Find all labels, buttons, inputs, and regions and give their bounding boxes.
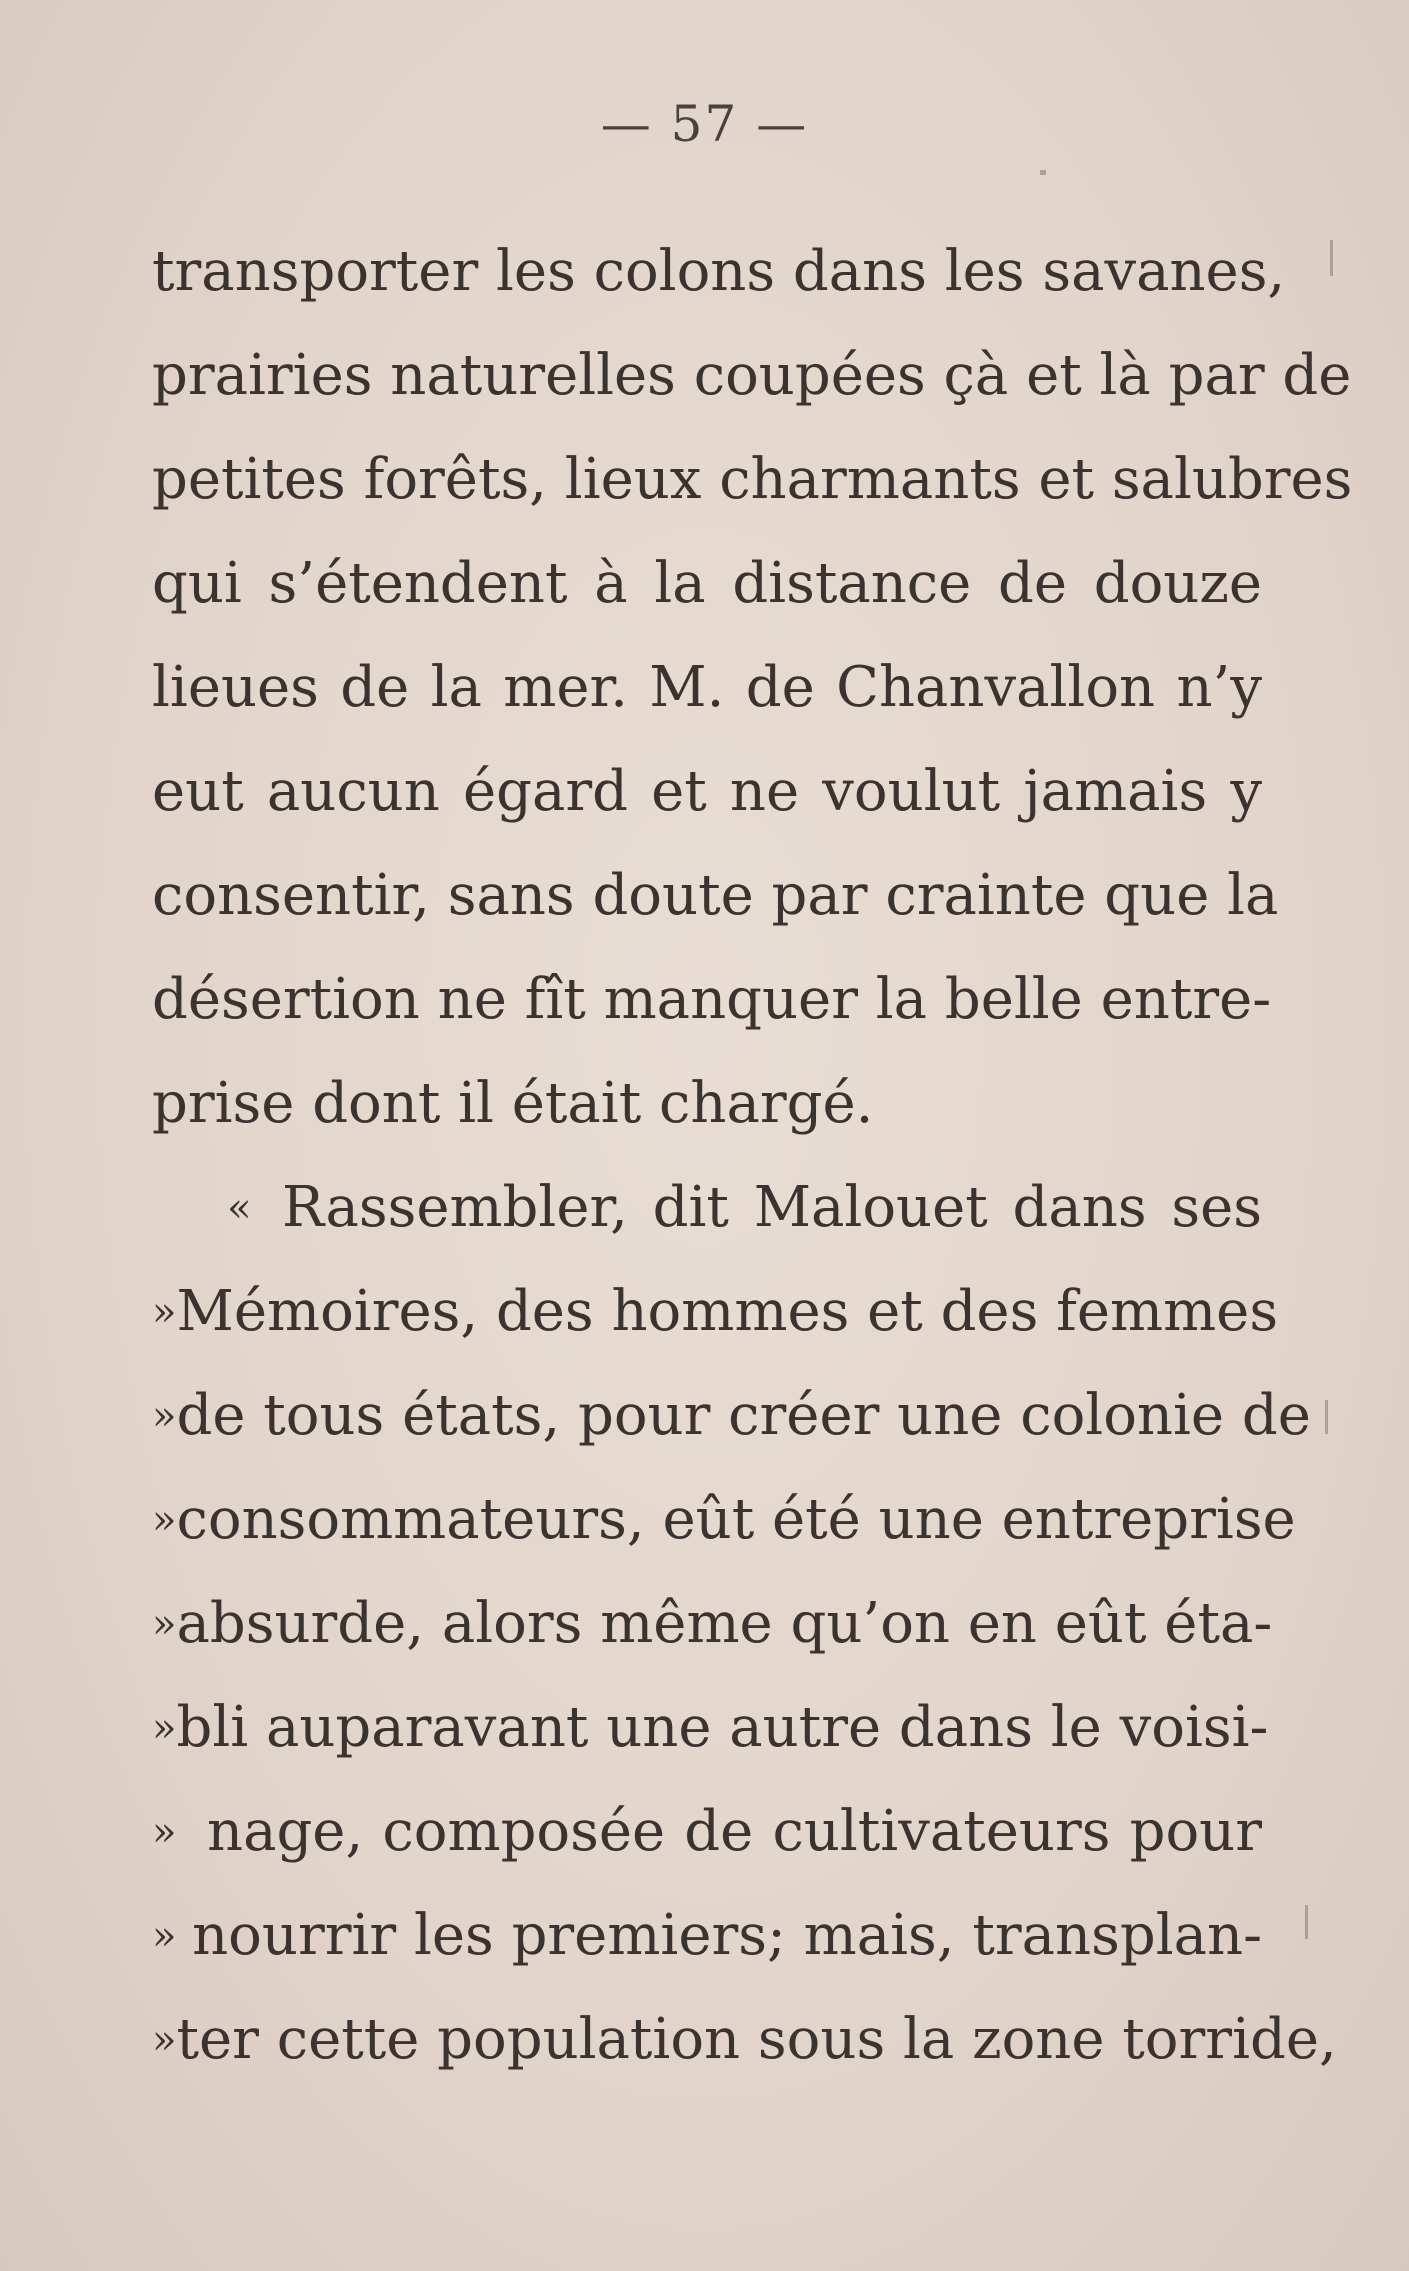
quote-text: ter cette population sous la zone torride, [176,2007,1337,2072]
margin-mark [1330,240,1333,276]
text-line: lieues de la mer. M. de Chanvallon n’y [152,655,1262,720]
quote-text: consommateurs, eût été une entreprise [176,1487,1296,1552]
text-line: petites forêts, lieux charmants et salubres [152,447,1353,512]
quote-mark: » [152,1809,177,1855]
quote-mark: » [152,2017,177,2063]
margin-mark [1305,1905,1308,1939]
quote-line [152,1884,1262,1988]
margin-mark [1040,170,1046,175]
quote-mark: » [152,1393,177,1439]
quote-line [152,1676,1269,1780]
quote-mark: » [152,1705,177,1751]
quote-text: de tous états, pour créer une colonie de [176,1383,1311,1448]
quote-mark: » [152,1601,177,1647]
quote-line [152,1780,1262,1884]
quote-text: nage, composée de cultivateurs pour [207,1799,1262,1864]
quote-line [152,1988,1337,2092]
text-line: prairies naturelles coupées çà et là par de [152,343,1352,408]
quote-text: Mémoires, des hommes et des femmes [176,1279,1279,1344]
text-line: qui s’étendent à la distance de douze [152,551,1262,616]
quote-line [152,1572,1273,1676]
text-line: transporter les colons dans les savanes, [152,239,1286,304]
quote-text: nourrir les premiers; mais, transplan- [192,1903,1262,1968]
text-line: eut aucun égard et ne voulut jamais y [152,759,1262,824]
quote-mark: « [227,1185,252,1231]
text-line: consentir, sans doute par crainte que la [152,863,1279,928]
quote-text: bli auparavant une autre dans le voisi- [176,1695,1269,1760]
quote-mark: » [152,1913,177,1959]
quote-mark: » [152,1289,177,1335]
text-line: désertion ne fît manquer la belle entre- [152,967,1272,1032]
quote-text: Rassembler, dit Malouet dans ses [282,1175,1262,1240]
page-number: — 57 — [600,95,809,153]
quote-text: absurde, alors même qu’on en eût éta- [176,1591,1273,1656]
body-text [152,220,1353,2092]
quote-line [152,1364,1311,1468]
text-line: prise dont il était chargé. [152,1071,874,1136]
quote-line [152,1156,1262,1260]
quote-line [152,1260,1279,1364]
margin-mark [1325,1400,1328,1434]
quote-mark: » [152,1497,177,1543]
quote-line [152,1468,1296,1572]
